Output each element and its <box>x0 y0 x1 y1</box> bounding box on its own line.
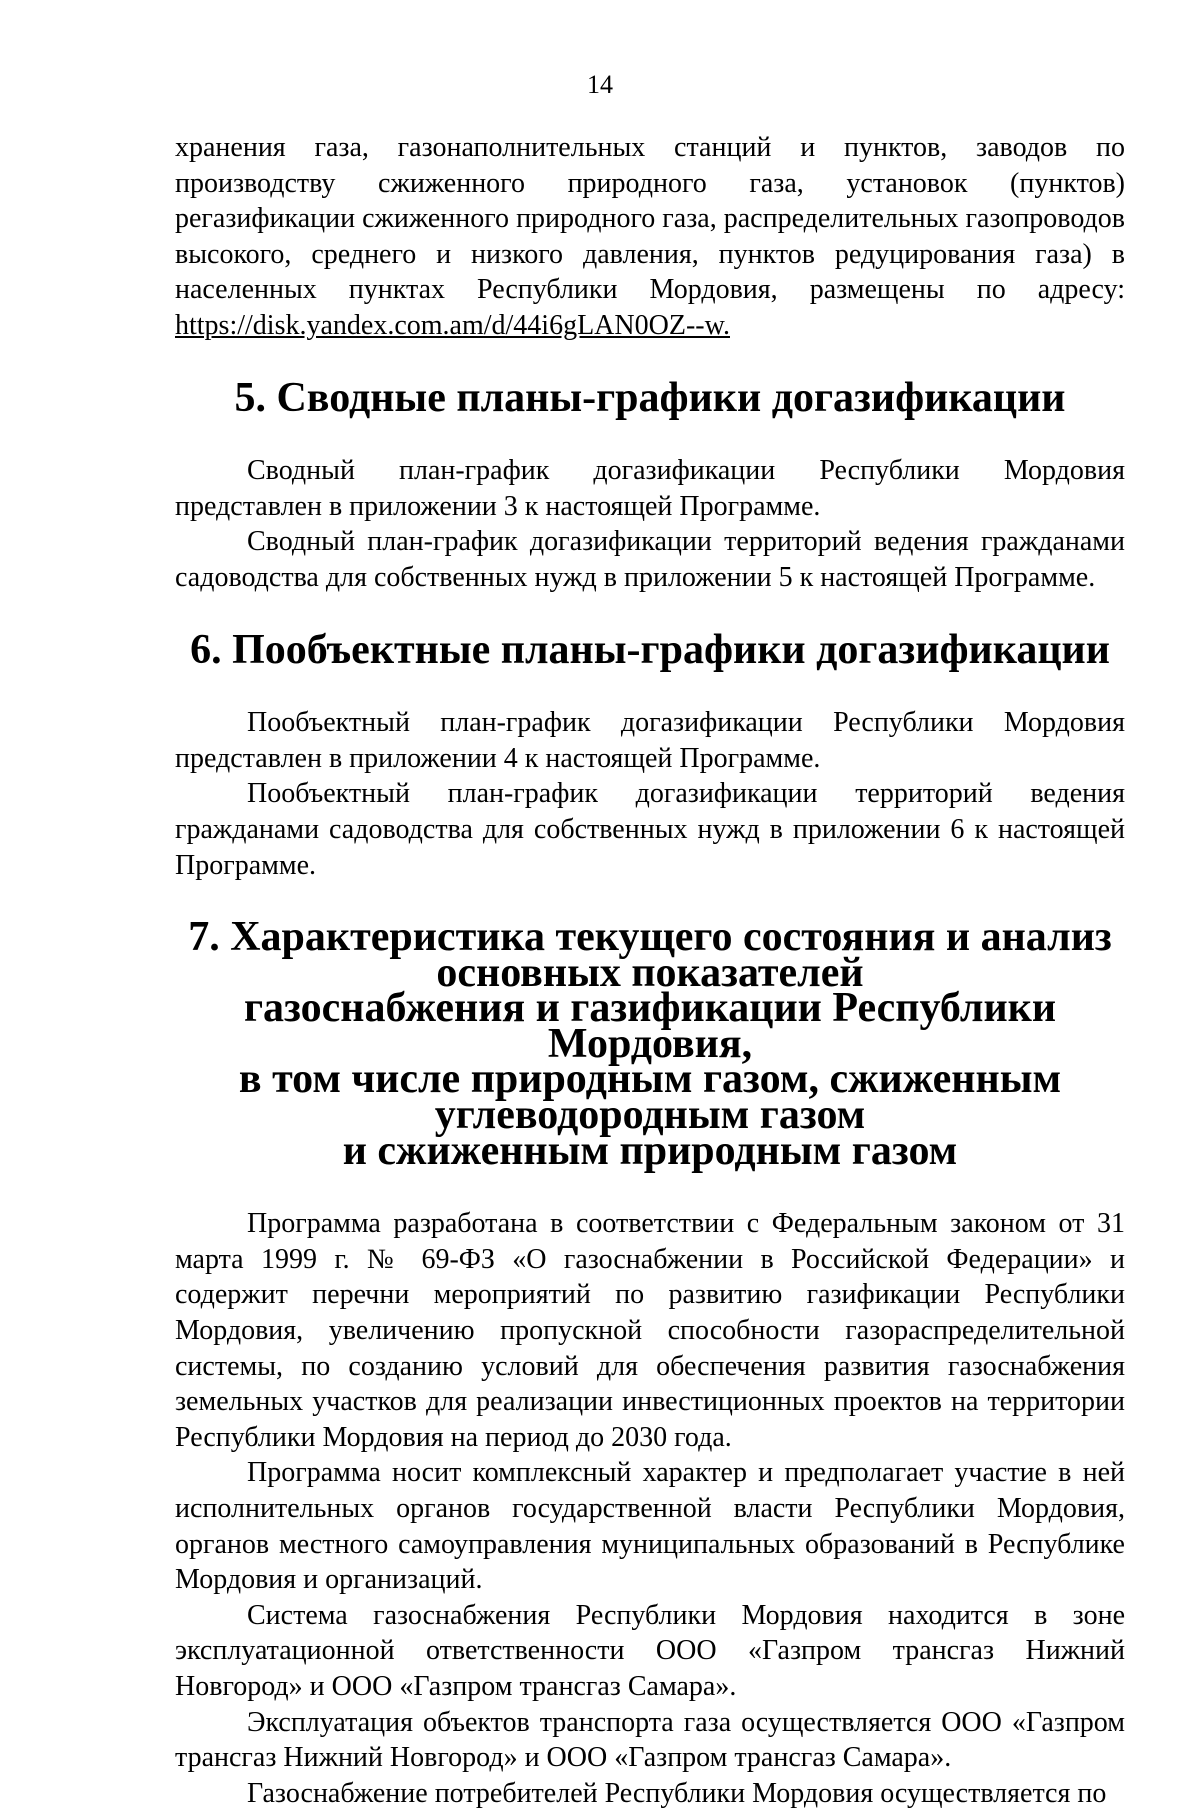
section-7-heading <box>175 914 1125 1174</box>
section-7-paragraph: Эксплуатация объектов транспорта газа осуществляется ООО «Газпром трансгаз Нижний Новгород» и ООО «Газпром трансгаз Самара». <box>175 1706 1125 1774</box>
section-7-paragraph: Система газоснабжения Республики Мордовия находится в зоне эксплуатационной ответственности ООО «Газпром трансгаз Нижний Новгород» и ООО «Газпром трансгаз Самара». <box>175 1599 1125 1702</box>
section-7-paragraph: Газоснабжение потребителей Республики Мордовия осуществляется по <box>247 1777 1107 1809</box>
section-6-heading: 6. Пообъектные планы-графики догазификации <box>190 626 1110 673</box>
section-5-heading: 5. Сводные планы-графики догазификации <box>234 374 1066 421</box>
intro-paragraph <box>175 130 1125 344</box>
disk-link[interactable]: https://disk.yandex.com.am/d/44i6gLAN0OZ--w. <box>175 309 730 341</box>
page-number: 14 <box>587 70 613 99</box>
intro-text: хранения газа, газонаполнительных станций и пунктов, заводов по производству сжиженного природного газа, установок (пунктов) регазификации сжиженного природного газа, распределительных газопроводов высокого, среднего и низкого давления, пунктов редуцирования газа) в населенных пунктах Республики Мордовия, размещены по адресу: <box>175 132 1125 306</box>
section-7-paragraph: Программа носит комплексный характер и предполагает участие в ней исполнительных органов государственной власти Республики Мордовия, органов местного самоуправления муниципальных образований в Республике Мордовия и организаций. <box>175 1457 1125 1596</box>
section-7-heading-line: и сжиженным природным газом <box>342 1127 958 1174</box>
section-6-paragraph: Пообъектный план-график догазификации Республики Мордовия представлен в приложении 4 к настоящей Программе. <box>175 707 1125 774</box>
section-5-paragraph: Сводный план-график догазификации территорий ведения гражданами садоводства для собственных нужд в приложении 5 к настоящей Программе. <box>175 526 1125 593</box>
section-7-heading-line: 7. Характеристика текущего состояния и анализ основных показателей <box>188 914 1112 996</box>
section-7-heading-line: в том числе природным газом, сжиженным углеводородным газом <box>238 1056 1062 1139</box>
section-7-heading-line: газоснабжения и газификации Республики Мордовия, <box>243 985 1057 1067</box>
section-5-paragraph: Сводный план-график догазификации Республики Мордовия представлен в приложении 3 к настоящей Программе. <box>175 455 1125 522</box>
section-6-paragraph: Пообъектный план-график догазификации территорий ведения гражданами садоводства для собственных нужд в приложении 6 к настоящей Программе. <box>175 778 1125 881</box>
section-7-paragraph: Программа разработана в соответствии с Федеральным законом от 31 марта 1999 г. № 69-ФЗ «О газоснабжении в Российской Федерации» и содержит перечни мероприятий по развитию газификации Республики Мордовия, увеличению пропускной способности газораспределительной системы, по созданию условий для обеспечения развития газоснабжения земельных участков для реализации инвестиционных проектов на территории Республики Мордовия на период до 2030 года. <box>175 1208 1125 1453</box>
page-content <box>175 130 1125 1811</box>
